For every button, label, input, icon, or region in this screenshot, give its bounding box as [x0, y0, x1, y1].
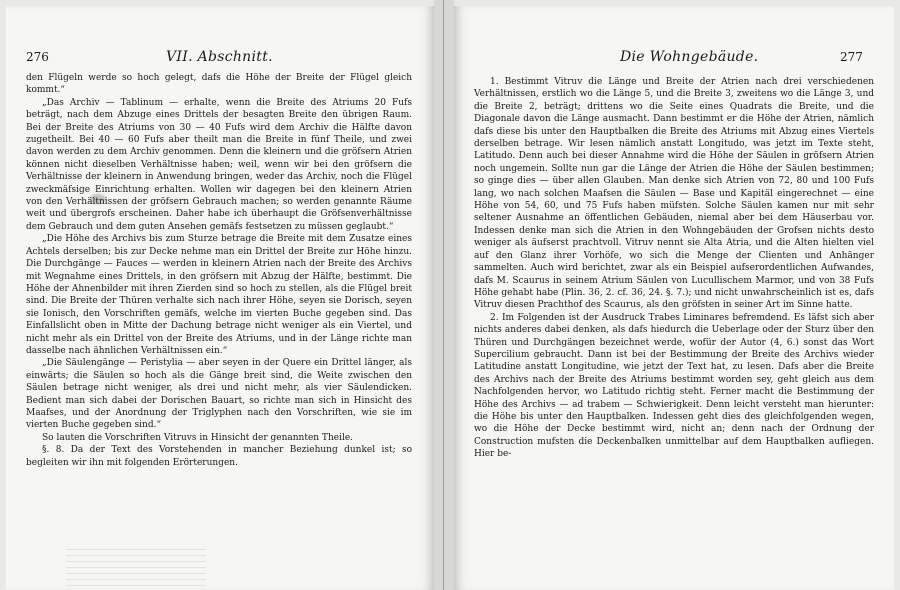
gutter-line	[443, 0, 444, 590]
right-page-body	[474, 76, 874, 461]
ink-blot	[90, 194, 106, 204]
left-page-number: 276	[26, 50, 49, 64]
left-paragraph: „Die Höhe des Archivs bis zum Sturze betrage die Breite mit dem Zusatze eines Achtels derselben; bis zur Decke nehme man ein Drittel der Breite zur Höhe hinzu. Die Durchgänge — Fauces — werden in kleinern Atrien nach der Breite des Archivs mit Wegnahme eines Drittels, in den gröfsern mit Abzug der Hälfte, bestimmt. Die Höhe der Ahnenbilder mit ihren Zierden sind so hoch zu stellen, als die Flügel breit sind. Die Breite der Thüren verhalte sich nach ihrer Höhe, seyen sie Dorisch, seyen sie Ionisch, den Vorschriften gemäfs, welche im vierten Buche gegeben sind. Das Einfallslicht oben in Mitte der Dachung betrage nicht weniger als ein Viertel, und nicht mehr als ein Drittel von der Breite des Atriums, und in der Länge richte man dasselbe nach ähnlichen Verhältnissen ein.“	[26, 234, 412, 356]
right-page-number: 277	[840, 50, 863, 64]
right-running-title: Die Wohngebäude.	[620, 49, 759, 65]
right-paragraph: 1. Bestimmt Vitruv die Länge und Breite der Atrien nach drei verschiedenen Verhältnissen, erstlich wo die Länge 5, und die Breite 3, zweitens wo die Länge 3, und die Breite 2, beträgt; drittens wo die Seite eines Quadrats die Breite, und die Diagonale davon die Länge ausmacht. Dann bestimmt er die Höhe der Atrien, nämlich dafs diese bis unter den Hauptbalken die Breite des Atriums mit Abzug eines Viertels derselben betrage. Wir lesen nämlich anstatt Longitudo, was jetzt im Texte steht, Latitudo. Denn auch bei dieser Annahme wird die Höhe der Säulen in gröfsern Atrien noch ungemein. Sollte nun gar die Länge der Atrien die Höhe der Säulen bestimmen; so ginge dies — über allen Glauben. Man denke sich Atrien von 72, 80 und 100 Fufs lang, wo nach solchen Maafsen die Säulen — Base und Kapitäl eingerechnet — eine Höhe von 54, 60, und 75 Fufs haben müfsten. Solche Säulen kamen nur mit sehr seltener Ausnahme an öffentlichen Gebäuden, niemal aber bei dem Häuserbau vor. Indessen denke man sich die Atrien in den Wohngebäuden der Grofsen nichts desto weniger als äufserst prachtvoll. Vitruv nennt sie Alta Atria, und die Alten hielten viel auf den Glanz ihrer Vorhöfe, wo sich die Menge der Clienten und Anhänger sammelten. Auch wird berichtet, zwar als ein Beispiel aufserordentlichen Aufwandes, dafs M. Scaurus in seinem Atrium Säulen von Lucullischem Marmor, und von 38 Fufs Höhe gehabt habe (Plin. 36, 2. cf. 36, 24. §. 7.); und nicht unwahrscheinlich ist es, dafs Vitruv diesen Prachthof des Scaurus, als den gröfsten in seiner Art im Sinne hatte.	[474, 77, 874, 311]
book-gutter	[434, 0, 454, 590]
left-running-title: VII. Abschnitt.	[166, 49, 273, 65]
show-through	[66, 546, 206, 586]
left-page	[6, 6, 434, 590]
left-paragraph: „Das Archiv — Tablinum — erhalte, wenn die Breite des Atriums 20 Fufs beträgt, nach dem Abzuge eines Drittels der besagten Breite den übrigen Raum. Bei der Breite des Atriums von 30 — 40 Fufs wird dem Archiv die Hälfte davon zugetheilt. Bei 40 — 60 Fufs aber theilt man die Breite in fünf Theile, und zwei davon werden zu dem Archiv genommen. Denn die kleinern und die gröfsern Atrien können nicht dieselben Verhältnisse haben; weil, wenn wir bei den gröfsern die Verhältnisse der kleinern in Anwendung bringen, weder das Archiv, noch die Flügel zweckmäfsige Einrichtung erhalten. Wollen wir dagegen bei den kleinern Atrien von den Verhältnissen der gröfsern Gebrauch machen; so werden genannte Räume weit und übergrofs erscheinen. Daher habe ich überhaupt die Gröfsenverhältnisse dem Gebrauch und dem guten Ansehen gemäfs festsetzen zu müssen geglaubt.“	[26, 97, 412, 232]
left-paragraph: „Die Säulengänge — Peristylia — aber seyen in der Quere ein Drittel länger, als einwärts; die Säulen so hoch als die Gänge breit sind, die Weite zwischen den Säulen betrage nicht weniger, als drei und nicht mehr, als vier Säulendicken. Bedient man sich dabei der Dorischen Bauart, so richte man sich in Hinsicht des Maafses, und der Anordnung der Triglyphen nach den Vorschriften, wie sie im vierten Buche gegeben sind.“	[26, 358, 412, 431]
left-paragraph: So lauten die Vorschriften Vitruvs in Hinsicht der genannten Theile.	[42, 432, 354, 443]
left-page-body	[26, 72, 412, 469]
right-paragraph: 2. Im Folgenden ist der Ausdruck Trabes Liminares befremdend. Es läfst sich aber nichts anderes dabei denken, als dafs hiedurch die Ueberlage oder der Sturz über den Thüren und Durchgängen bezeichnet werde, wofür der Autor (4, 6.) sonst das Wort Supercilium gebraucht. Dann ist bei der Bestimmung der Breite des Archivs wieder Latitudine anstatt Longitudine, wie jetzt der Text hat, zu lesen. Dafs aber die Breite des Archivs nach der Breite des Atriums bestimmt worden sey, geht gleich aus dem Nachfolgenden hervor, wo Latitudo richtig steht. Ferner macht die Bestimmung der Höhe des Archivs — ad trabem — Schwierigkeit. Denn leicht versteht man hierunter: die Höhe bis unter den Hauptbalken. Indessen geht dies des gleichfolgenden wegen, wo die Höhe der Decke bestimmt wird, nicht an; denn nach der Ordnung der Construction mufsten die Deckenbalken unmittelbar auf dem Hauptbalken aufliegen. Hier be-	[474, 312, 874, 460]
right-page	[454, 6, 894, 590]
left-paragraph: den Flügeln werde so hoch gelegt, dafs die Höhe der Breite der Flügel gleich kommt.“	[26, 73, 412, 96]
left-paragraph: §. 8. Da der Text des Vorstehenden in mancher Beziehung dunkel ist; so begleiten wir ihn mit folgenden Erörterungen.	[26, 445, 412, 468]
